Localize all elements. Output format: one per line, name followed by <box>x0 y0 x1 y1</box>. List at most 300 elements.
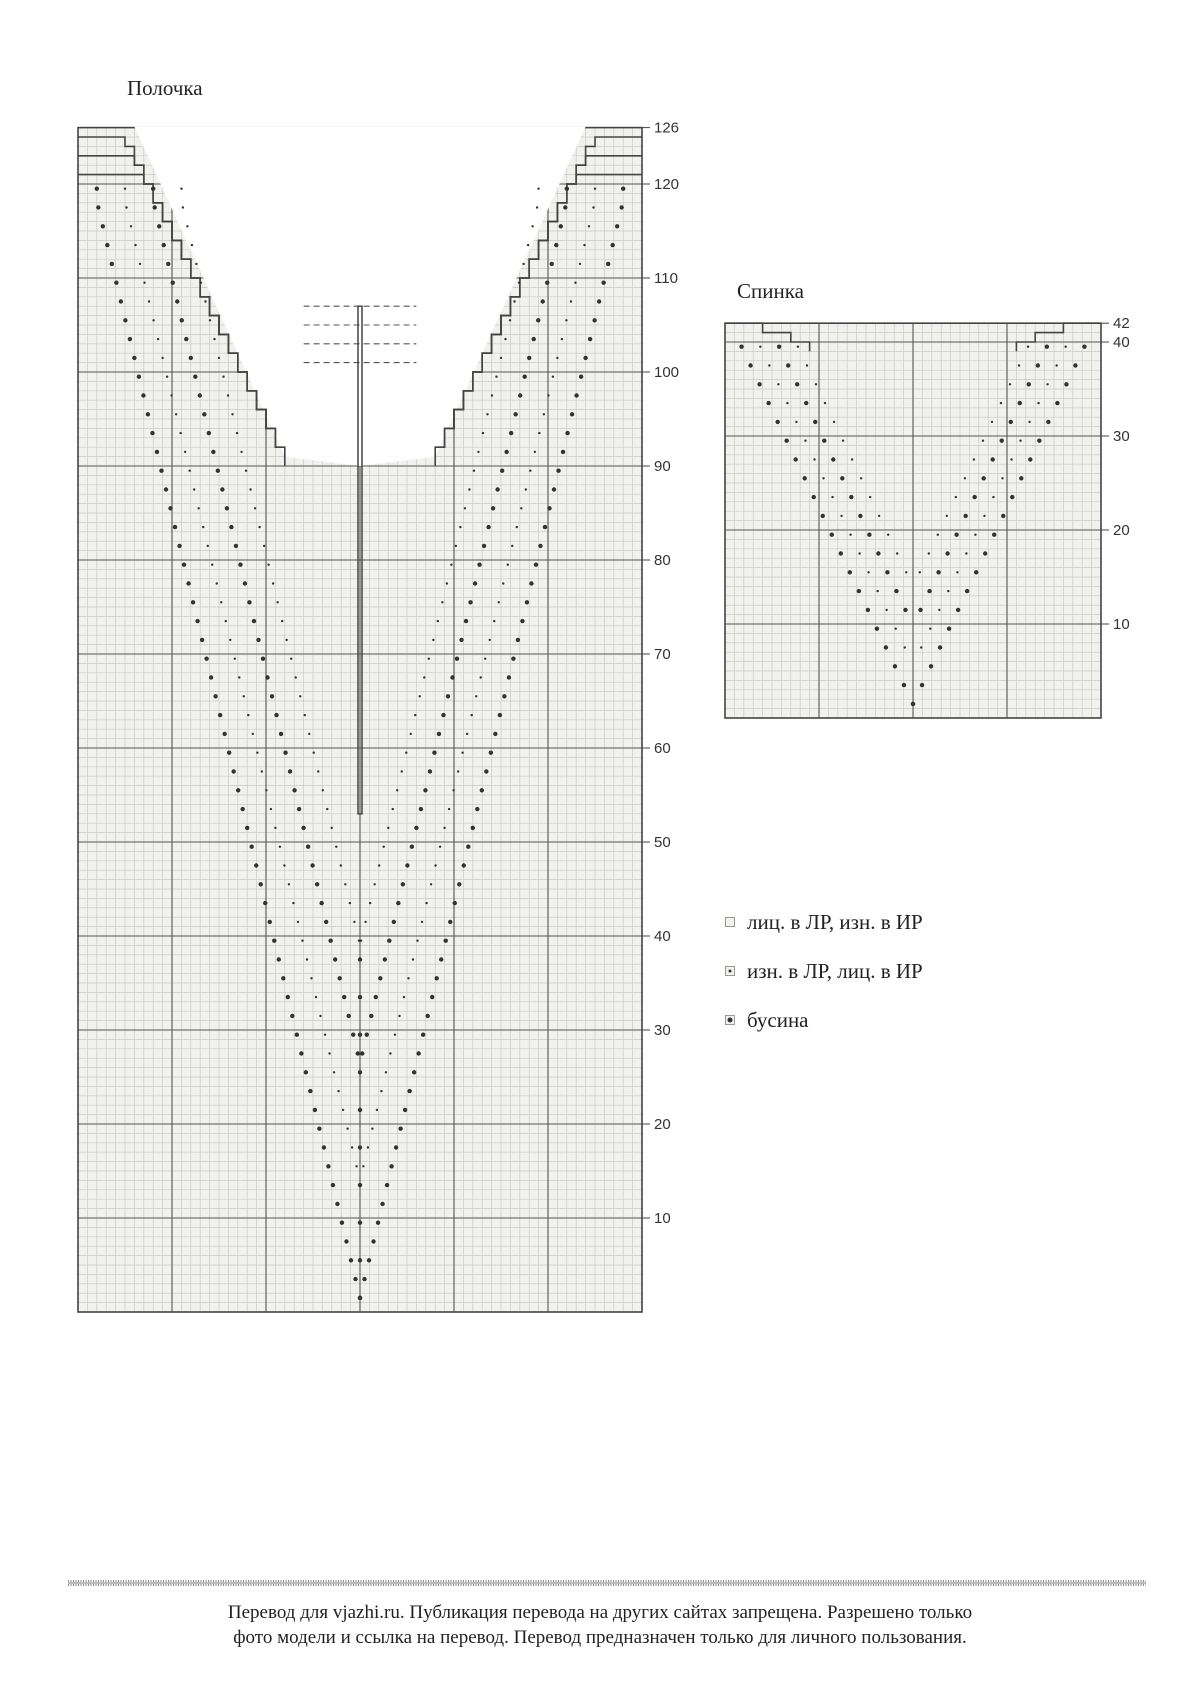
back-bead-mark <box>1045 345 1049 349</box>
back-bead-mark <box>965 589 969 593</box>
back-bead-mark <box>885 570 889 574</box>
front-bead-mark <box>240 807 244 811</box>
back-bead-mark <box>839 551 843 555</box>
back-bead-mark <box>867 533 871 537</box>
front-bead-mark <box>358 1258 362 1262</box>
back-bead-mark <box>887 534 889 536</box>
front-bead-mark <box>358 1145 362 1149</box>
back-bead-mark <box>813 420 817 424</box>
front-bead-mark <box>277 957 281 961</box>
front-bead-mark <box>387 827 389 829</box>
back-bead-mark <box>849 534 851 536</box>
front-bead-mark <box>322 1145 326 1149</box>
front-bead-mark <box>342 995 346 999</box>
front-bead-mark <box>317 1127 321 1131</box>
front-bead-mark <box>265 789 267 791</box>
back-bead-mark <box>1082 345 1086 349</box>
back-bead-mark <box>806 364 808 366</box>
back-bead-mark <box>822 439 826 443</box>
front-bead-mark <box>283 864 285 866</box>
back-bead-mark <box>964 477 966 479</box>
front-bead-mark <box>358 1108 362 1112</box>
front-bead-mark <box>480 788 484 792</box>
front-bead-mark <box>412 958 414 960</box>
back-bead-mark <box>759 346 761 348</box>
back-bead-mark <box>904 646 906 648</box>
front-bead-mark <box>288 883 290 885</box>
back-bead-mark <box>875 627 879 631</box>
front-bead-mark <box>254 863 258 867</box>
front-bead-mark <box>274 827 276 829</box>
back-bead-mark <box>840 476 844 480</box>
front-bead-mark <box>324 1034 326 1036</box>
front-bead-mark <box>414 826 418 830</box>
back-bead-mark <box>982 440 984 442</box>
legend-item-knit <box>725 910 923 934</box>
back-bead-mark <box>858 552 860 554</box>
back-bead-mark <box>945 551 949 555</box>
back-bead-mark <box>830 533 834 537</box>
back-bead-mark <box>938 645 942 649</box>
front-chart-title: Полочка <box>127 76 203 100</box>
front-bead-mark <box>301 826 305 830</box>
front-bead-mark <box>376 1221 380 1225</box>
back-bead-mark <box>894 589 898 593</box>
front-bead-mark <box>405 863 409 867</box>
back-bead-mark <box>974 534 976 536</box>
back-bead-mark <box>893 664 897 668</box>
front-bead-mark <box>383 957 387 961</box>
back-bead-mark <box>1036 363 1040 367</box>
front-bead-mark <box>310 977 312 979</box>
front-bead-mark <box>385 1183 389 1187</box>
legend-item-bead <box>725 1008 923 1032</box>
front-bead-mark <box>333 957 337 961</box>
back-bead-mark <box>1028 457 1032 461</box>
front-bead-mark <box>308 1089 312 1093</box>
back-bead-mark <box>775 420 779 424</box>
front-bead-mark <box>346 1128 348 1130</box>
back-bead-mark <box>884 645 888 649</box>
back-bead-mark <box>927 589 931 593</box>
front-bead-mark <box>434 864 436 866</box>
front-bead-mark <box>319 1015 321 1017</box>
back-bead-mark <box>842 440 844 442</box>
front-bead-mark <box>410 845 414 849</box>
back-bead-mark <box>867 571 869 573</box>
back-row-label: 30 <box>1113 428 1130 445</box>
back-bead-mark <box>1037 402 1039 404</box>
back-bead-mark <box>1028 421 1030 423</box>
back-bead-mark <box>777 383 779 385</box>
front-bead-mark <box>394 1034 396 1036</box>
back-row-labels <box>1101 315 1130 633</box>
back-bead-mark <box>974 570 978 574</box>
empty-square-icon <box>725 917 735 927</box>
back-bead-mark <box>954 533 958 537</box>
back-bead-mark <box>869 496 871 498</box>
back-bead-mark <box>929 628 931 630</box>
front-bead-mark <box>353 921 355 923</box>
back-bead-mark <box>991 457 995 461</box>
front-bead-mark <box>380 1202 384 1206</box>
front-bead-mark <box>317 770 319 772</box>
front-bead-mark <box>306 958 308 960</box>
front-bead-mark <box>430 883 432 885</box>
front-bead-mark <box>392 808 394 810</box>
back-bead-mark <box>786 363 790 367</box>
back-bead-mark <box>1001 514 1005 518</box>
back-bead-mark <box>895 628 897 630</box>
small-dot-square-icon <box>725 966 735 976</box>
front-bead-mark <box>272 939 276 943</box>
front-bead-mark <box>378 864 380 866</box>
front-bead-mark <box>378 976 382 980</box>
back-bead-mark <box>1064 346 1066 348</box>
front-bead-mark <box>326 808 328 810</box>
front-bead-mark <box>297 921 299 923</box>
front-bead-mark <box>286 995 290 999</box>
front-bead-mark <box>328 1052 330 1054</box>
front-bead-mark <box>362 1165 364 1167</box>
back-bead-mark <box>848 570 852 574</box>
back-bead-mark <box>803 476 807 480</box>
back-bead-mark <box>920 683 924 687</box>
back-bead-mark <box>947 627 951 631</box>
footer-line-2: фото модели и ссылка на перевод. Перевод предназначен только для личного пользования. <box>233 1627 967 1648</box>
front-bead-mark <box>389 1164 393 1168</box>
back-bead-mark <box>1019 476 1023 480</box>
front-bead-mark <box>358 957 362 961</box>
front-bead-mark <box>425 902 427 904</box>
back-bead-mark <box>937 534 939 536</box>
front-bead-mark <box>344 1239 348 1243</box>
back-bead-mark <box>821 514 825 518</box>
front-row-label: 70 <box>654 646 671 663</box>
back-bead-mark <box>936 570 940 574</box>
back-bead-mark <box>831 496 833 498</box>
back-bead-mark <box>955 496 957 498</box>
front-bead-mark <box>279 846 281 848</box>
front-bead-mark <box>304 1070 308 1074</box>
front-bead-mark <box>407 1089 411 1093</box>
back-bead-mark <box>833 421 835 423</box>
back-row-label: 42 <box>1113 315 1130 333</box>
back-bead-mark <box>866 608 870 612</box>
back-bead-mark <box>973 458 975 460</box>
back-bead-mark <box>739 345 743 349</box>
back-bead-mark <box>947 590 949 592</box>
back-bead-mark <box>815 383 817 385</box>
front-bead-mark <box>313 1108 317 1112</box>
front-bead-mark <box>315 996 317 998</box>
front-row-label: 90 <box>654 458 671 475</box>
back-bead-mark <box>905 571 907 573</box>
front-bead-mark <box>358 940 360 942</box>
back-bead-mark <box>1046 420 1050 424</box>
front-bead-mark <box>403 996 405 998</box>
back-bead-mark <box>876 590 878 592</box>
back-bead-mark <box>1064 382 1068 386</box>
front-bead-mark <box>326 1164 330 1168</box>
front-bead-mark <box>331 827 333 829</box>
front-bead-mark <box>428 769 432 773</box>
back-bead-mark <box>878 515 880 517</box>
front-bead-mark <box>403 1108 407 1112</box>
front-bead-mark <box>337 976 341 980</box>
front-bead-mark <box>288 769 292 773</box>
front-bead-mark <box>373 883 375 885</box>
front-bead-mark <box>349 1258 353 1262</box>
back-bead-mark <box>918 608 922 612</box>
back-bead-mark <box>1010 495 1014 499</box>
back-bead-mark <box>919 571 921 573</box>
back-bead-mark <box>896 552 898 554</box>
front-bead-mark <box>421 1033 425 1037</box>
front-bead-mark <box>263 901 267 905</box>
front-bead-mark <box>322 789 324 791</box>
back-bead-mark <box>920 646 922 648</box>
front-bead-mark <box>231 769 235 773</box>
front-bead-mark <box>292 788 296 792</box>
back-bead-mark <box>1027 346 1029 348</box>
front-bead-mark <box>292 902 294 904</box>
front-bead-mark <box>299 1051 303 1055</box>
front-bead-mark <box>423 788 427 792</box>
back-bead-mark <box>992 496 994 498</box>
front-bead-mark <box>371 1239 375 1243</box>
front-row-label: 60 <box>654 740 671 757</box>
front-bead-mark <box>245 826 249 830</box>
back-bead-mark <box>983 551 987 555</box>
front-bead-mark <box>328 939 332 943</box>
back-bead-mark <box>804 440 806 442</box>
footer-divider <box>68 1578 1146 1588</box>
back-bead-mark <box>911 702 915 706</box>
back-bead-mark <box>784 439 788 443</box>
front-bead-mark <box>281 976 285 980</box>
back-bead-mark <box>1046 383 1048 385</box>
front-bead-mark <box>362 1277 366 1281</box>
front-bead-mark <box>342 1109 344 1111</box>
front-bead-mark <box>457 770 459 772</box>
back-bead-mark <box>1027 382 1031 386</box>
front-bead-mark <box>319 901 323 905</box>
back-bead-mark <box>1037 439 1041 443</box>
back-knitting-chart <box>0 0 1200 760</box>
front-bead-mark <box>466 845 470 849</box>
front-bead-mark <box>475 807 479 811</box>
back-bead-mark <box>768 364 770 366</box>
back-bead-mark <box>1001 477 1003 479</box>
front-row-label: 120 <box>654 176 680 193</box>
back-bead-mark <box>766 401 770 405</box>
legend-label-knit: лиц. в ЛР, изн. в ИР <box>747 909 923 934</box>
front-bead-mark <box>351 1146 353 1148</box>
back-bead-mark <box>1073 363 1077 367</box>
front-bead-mark <box>412 1070 416 1074</box>
back-bead-mark <box>972 495 976 499</box>
back-bead-mark <box>1055 401 1059 405</box>
front-bead-mark <box>396 789 398 791</box>
front-bead-mark <box>448 920 452 924</box>
back-bead-mark <box>965 552 967 554</box>
front-bead-mark <box>398 1015 400 1017</box>
front-bead-mark <box>236 788 240 792</box>
front-bead-mark <box>457 882 461 886</box>
front-bead-mark <box>310 863 314 867</box>
back-bead-mark <box>804 401 808 405</box>
front-bead-mark <box>337 1090 339 1092</box>
front-bead-mark <box>371 1128 373 1130</box>
front-row-label: 126 <box>654 119 680 137</box>
back-bead-mark <box>902 683 906 687</box>
legend-item-purl <box>725 959 923 983</box>
front-bead-mark <box>324 920 328 924</box>
front-bead-mark <box>358 1183 362 1187</box>
front-bead-mark <box>360 940 362 942</box>
front-bead-mark <box>380 1090 382 1092</box>
front-bead-mark <box>333 1071 335 1073</box>
back-row-label: 20 <box>1113 522 1130 539</box>
legend-label-bead: бусина <box>747 1007 809 1032</box>
front-bead-mark <box>358 1070 362 1074</box>
front-bead-mark <box>421 921 423 923</box>
back-bead-mark <box>812 495 816 499</box>
back-bead-mark <box>1000 439 1004 443</box>
front-bead-mark <box>290 1014 294 1018</box>
footer-line-1: Перевод для vjazhi.ru. Публикация перевода на других сайтах запрещена. Разрешено только <box>227 1602 973 1623</box>
back-bead-mark <box>851 458 853 460</box>
front-bead-mark <box>394 1145 398 1149</box>
bead-dot-square-icon <box>725 1015 735 1025</box>
front-bead-mark <box>407 977 409 979</box>
back-bead-mark <box>1009 383 1011 385</box>
back-bead-mark <box>876 551 880 555</box>
front-bead-mark <box>250 845 254 849</box>
front-bead-mark <box>306 845 310 849</box>
front-bead-mark <box>396 901 400 905</box>
back-bead-mark <box>1009 420 1013 424</box>
front-bead-mark <box>335 846 337 848</box>
back-bead-mark <box>777 345 781 349</box>
back-bead-mark <box>885 609 887 611</box>
legend-label-purl: изн. в ЛР, лиц. в ИР <box>747 958 923 983</box>
front-bead-mark <box>344 883 346 885</box>
front-bead-mark <box>462 863 466 867</box>
front-bead-mark <box>301 940 303 942</box>
front-bead-mark <box>435 976 439 980</box>
front-bead-mark <box>453 901 457 905</box>
front-bead-mark <box>448 808 450 810</box>
front-bead-mark <box>297 807 301 811</box>
back-bead-mark <box>795 382 799 386</box>
front-row-label: 10 <box>654 1210 671 1227</box>
front-row-label: 80 <box>654 552 671 569</box>
back-bead-mark <box>858 514 862 518</box>
front-row-label: 40 <box>654 928 671 945</box>
back-bead-mark <box>1019 440 1021 442</box>
front-bead-mark <box>356 1051 360 1055</box>
back-bead-mark <box>757 382 761 386</box>
front-bead-mark <box>340 1221 344 1225</box>
back-row-label: 10 <box>1113 616 1130 633</box>
back-bead-mark <box>946 515 948 517</box>
back-bead-mark <box>1010 458 1012 460</box>
footer-note <box>0 1600 1200 1650</box>
front-bead-mark <box>355 1165 357 1167</box>
back-bead-mark <box>991 421 993 423</box>
back-bead-mark <box>1018 364 1020 366</box>
front-bead-mark <box>259 882 263 886</box>
front-bead-mark <box>444 939 448 943</box>
front-bead-mark <box>365 1033 369 1037</box>
back-bead-mark <box>992 533 996 537</box>
back-row-label: 40 <box>1113 334 1130 351</box>
back-bead-mark <box>903 608 907 612</box>
front-bead-mark <box>401 770 403 772</box>
front-bead-mark <box>439 846 441 848</box>
back-bead-mark <box>1018 401 1022 405</box>
back-bead-mark <box>956 571 958 573</box>
back-grid <box>725 323 1101 718</box>
front-bead-mark <box>385 1071 387 1073</box>
front-bead-mark <box>331 1183 335 1187</box>
front-bead-mark <box>430 995 434 999</box>
front-bead-mark <box>367 1146 369 1148</box>
front-bead-mark <box>358 1033 362 1037</box>
front-bead-mark <box>358 1296 362 1300</box>
front-bead-mark <box>416 1051 420 1055</box>
back-bead-mark <box>840 515 842 517</box>
front-bead-mark <box>340 864 342 866</box>
back-bead-mark <box>860 477 862 479</box>
back-bead-mark <box>956 608 960 612</box>
front-row-label: 100 <box>654 364 680 381</box>
back-bead-mark <box>831 457 835 461</box>
front-bead-mark <box>335 1202 339 1206</box>
front-bead-mark <box>369 902 371 904</box>
front-bead-mark <box>347 1014 351 1018</box>
front-bead-mark <box>439 957 443 961</box>
back-bead-mark <box>938 609 940 611</box>
front-bead-mark <box>349 902 351 904</box>
back-bead-mark <box>981 476 985 480</box>
front-bead-mark <box>416 940 418 942</box>
back-bead-mark <box>983 515 985 517</box>
front-bead-mark <box>369 1014 373 1018</box>
back-bead-mark <box>857 589 861 593</box>
back-bead-mark <box>824 402 826 404</box>
front-bead-mark <box>401 882 405 886</box>
front-bead-mark <box>443 827 445 829</box>
front-bead-mark <box>387 939 391 943</box>
front-bead-mark <box>374 995 378 999</box>
back-bead-mark <box>786 402 788 404</box>
front-bead-mark <box>270 808 272 810</box>
front-row-label: 50 <box>654 834 671 851</box>
front-bead-mark <box>261 770 263 772</box>
back-bead-mark <box>822 477 824 479</box>
back-bead-mark <box>928 552 930 554</box>
front-bead-mark <box>425 1014 429 1018</box>
front-bead-mark <box>268 920 272 924</box>
front-bead-mark <box>358 1221 362 1225</box>
front-bead-mark <box>452 789 454 791</box>
front-bead-mark <box>376 1109 378 1111</box>
front-bead-mark <box>351 1033 355 1037</box>
back-bead-mark <box>748 363 752 367</box>
